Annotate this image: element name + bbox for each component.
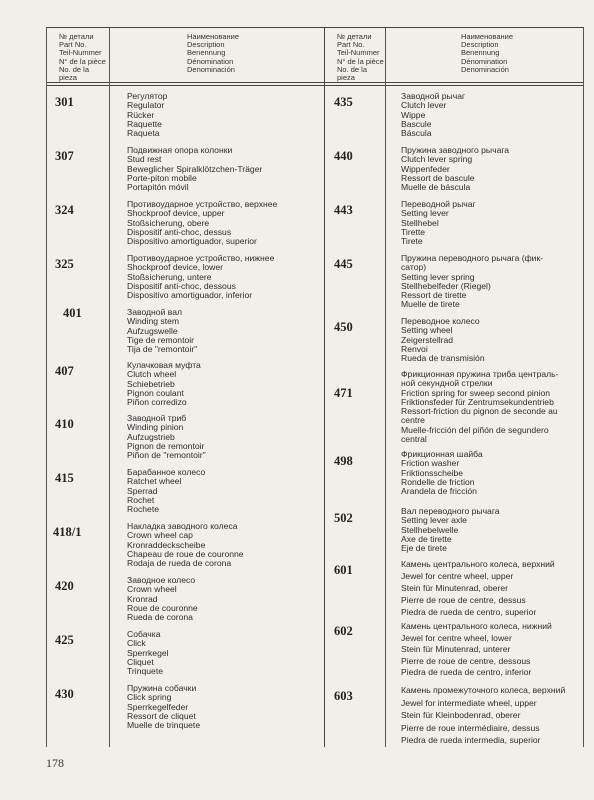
part-number: 450 xyxy=(334,320,353,334)
description-line: Crown wheel cap xyxy=(127,530,193,541)
description-line: Rochet xyxy=(127,494,155,505)
description-line: Crown wheel xyxy=(127,584,177,595)
description-line: Piedra de rueda de centro, superior xyxy=(401,607,537,617)
description-line: Chapeau de roue de couronne xyxy=(127,548,244,559)
header-line: Part No. xyxy=(59,40,87,50)
description-line: Friktionsfeder für Zentrumsekundentrieb xyxy=(401,396,554,407)
description-line: Arandela de fricción xyxy=(401,486,477,497)
description-line: Tija de "remontoir" xyxy=(127,344,198,355)
description-line: Eje de tirete xyxy=(401,543,447,554)
parts-table xyxy=(46,27,584,747)
header-line: № детали xyxy=(59,32,94,41)
description-line: Muelle de tirete xyxy=(401,299,460,310)
part-description xyxy=(401,254,543,310)
description-line: Piedra de rueda intermedia, superior xyxy=(401,735,541,745)
description-line: Tirete xyxy=(401,236,423,247)
description-line: Pierre de roue de centre, dessous xyxy=(401,655,531,666)
header-rule-double xyxy=(47,85,583,86)
description-line: Ressort de tirette xyxy=(401,290,467,301)
description-line: Beweglicher Spiralklötzchen-Träger xyxy=(127,163,263,174)
center-divider xyxy=(324,27,325,747)
header-line: N° de la pièce xyxy=(59,56,106,66)
description-line: Sperrad xyxy=(127,485,158,496)
part-description xyxy=(401,507,500,553)
header-line: № детали xyxy=(337,32,372,41)
description-line: Friction washer xyxy=(401,458,460,469)
description-line: Stoßsicherung, obere xyxy=(127,217,210,228)
part-number: 410 xyxy=(55,417,74,431)
description-line: Pignon de remontoir xyxy=(127,440,205,451)
description-line: Friktionsscheibe xyxy=(401,467,464,478)
header-line: Denominación xyxy=(187,64,235,74)
description-line: Камень центрального колеса, верхний xyxy=(401,559,555,569)
part-number: 324 xyxy=(55,203,74,217)
description-line: Wippenfeder xyxy=(401,163,450,174)
part-description xyxy=(401,558,555,618)
description-line: Собачка xyxy=(127,629,161,639)
description-line: Renvoi xyxy=(401,343,428,354)
part-number: 301 xyxy=(55,95,74,109)
header-line: Benennung xyxy=(187,48,226,58)
description-line: Противоударное устройство, верхнее xyxy=(127,199,278,209)
description-line: Stud rest xyxy=(127,154,162,165)
part-number: 430 xyxy=(55,687,74,701)
description-line: Portapitón móvil xyxy=(127,182,189,193)
description-line: Ressort de cliquet xyxy=(127,710,196,721)
header-line: No. de la xyxy=(337,64,368,74)
description-line: Tige de remontoir xyxy=(127,334,195,345)
description-line: Shockproof device, upper xyxy=(127,208,225,219)
description-line: Báscula xyxy=(401,128,432,139)
part-number: 440 xyxy=(334,149,353,163)
part-number: 601 xyxy=(334,563,353,577)
part-number: 602 xyxy=(334,624,353,638)
header-line: N° de la pièce xyxy=(337,56,384,66)
part-description xyxy=(127,468,205,514)
description-line: Raqueta xyxy=(127,128,160,139)
part-description xyxy=(127,576,198,622)
description-line: Dispositivo amortiguador, inferior xyxy=(127,290,253,301)
part-number: 401 xyxy=(63,306,82,320)
description-line: Muelle-fricción del piñón de segundero xyxy=(401,424,549,435)
description-line: Wippe xyxy=(401,109,426,120)
description-line: Stein für Kleinbodenrad, oberer xyxy=(401,710,521,720)
description-line: Axe de tirette xyxy=(401,533,452,544)
description-line: Setting lever spring xyxy=(401,271,475,282)
description-line: Clutch wheel xyxy=(127,369,177,380)
description-line: Заводной рычаг xyxy=(401,91,466,101)
part-description xyxy=(127,200,277,246)
description-line: Kronrad xyxy=(127,593,158,604)
header-description-left xyxy=(187,33,239,74)
description-line: Вал переводного рычага xyxy=(401,506,500,516)
description-line: Sperrkegelfeder xyxy=(127,701,189,712)
header-line: No. de la xyxy=(59,64,90,74)
description-line: Rueda de corona xyxy=(127,612,193,623)
part-description xyxy=(127,361,201,407)
header-line: pieza xyxy=(337,73,355,83)
part-description xyxy=(401,200,476,246)
description-line: Переводное колесо xyxy=(401,316,480,326)
part-description xyxy=(401,146,509,192)
header-line: pieza xyxy=(59,73,77,83)
description-line: Aufzugswelle xyxy=(127,325,178,336)
description-line: Ressort de bascule xyxy=(401,172,475,183)
part-number: 502 xyxy=(334,511,353,525)
description-line: ной секундной стрелки xyxy=(401,378,493,389)
description-line: Rueda de transmisión xyxy=(401,353,485,364)
part-number: 603 xyxy=(334,689,353,703)
description-line: Regulator xyxy=(127,100,165,111)
description-line: Setting lever xyxy=(401,208,449,219)
description-line: Камень центрального колеса, нижний xyxy=(401,621,552,631)
header-line: Description xyxy=(461,40,499,50)
description-line: Click spring xyxy=(127,692,172,703)
description-line: Zeigerstellrad xyxy=(401,334,454,345)
description-line: Накладка заводного колеса xyxy=(127,521,238,531)
description-line: Stein für Minutenrad, unterer xyxy=(401,644,511,654)
header-line: Denominación xyxy=(461,64,509,74)
description-line: Переводной рычаг xyxy=(401,199,476,209)
description-line: Clutch lever xyxy=(401,100,447,111)
description-line: Piñon corredizo xyxy=(127,397,187,408)
part-number: 407 xyxy=(55,364,74,378)
header-part-number-left xyxy=(59,33,106,82)
description-line: сатор) xyxy=(401,262,427,273)
header-line: Наименование xyxy=(187,32,239,41)
description-line: Stoßsicherung, untere xyxy=(127,271,212,282)
description-line: Jewel for intermediate wheel, upper xyxy=(401,697,537,708)
description-line: Фрикционная пружина триба централь- xyxy=(401,369,559,379)
description-line: Барабанное колесо xyxy=(127,467,206,477)
description-line: Friction spring for sweep second pinion xyxy=(401,387,551,398)
description-line: Stein für Minutenrad, oberer xyxy=(401,583,509,593)
description-line: Подвижная опора колонки xyxy=(127,145,233,155)
header-part-number-right xyxy=(337,33,384,82)
part-description xyxy=(401,317,485,363)
description-line: Заводной триб xyxy=(127,413,187,423)
header-line: Dénomination xyxy=(461,56,508,66)
part-number: 435 xyxy=(334,95,353,109)
part-number: 415 xyxy=(55,471,74,485)
description-line: Пружина заводного рычага xyxy=(401,145,510,155)
description-line: Rochete xyxy=(127,504,160,515)
header-line: Наименование xyxy=(461,32,513,41)
description-line: Ressort-friction du pignon de seconde au xyxy=(401,406,558,417)
description-line: Piedra de rueda de centro, inferior xyxy=(401,667,532,677)
part-description xyxy=(127,308,197,354)
header-description-right xyxy=(461,33,513,74)
description-line: Click xyxy=(127,638,146,649)
description-line: Пружина собачки xyxy=(127,683,197,693)
description-line: Противоударное устройство, нижнее xyxy=(127,253,275,263)
description-line: Jewel for centre wheel, upper xyxy=(401,571,514,581)
description-line: Trinquete xyxy=(127,666,163,677)
part-number: 443 xyxy=(334,203,353,217)
description-line: Kronraddeckscheibe xyxy=(127,539,206,550)
description-line: Stellhebelfeder (Riegel) xyxy=(401,280,491,291)
description-line: Rondelle de friction xyxy=(401,476,475,487)
header-rule xyxy=(47,82,583,83)
description-line: Stellhebelwelle xyxy=(401,524,459,535)
part-description xyxy=(401,621,552,679)
part-number: 307 xyxy=(55,149,74,163)
description-line: Winding stem xyxy=(127,316,180,327)
description-line: Roue de couronne xyxy=(127,602,198,613)
part-number: 425 xyxy=(55,633,74,647)
description-line: Пружина переводного рычага (фик- xyxy=(401,253,544,263)
description-line: Заводной вал xyxy=(127,307,183,317)
description-line: Rücker xyxy=(127,109,155,120)
description-line: Setting wheel xyxy=(401,325,453,336)
description-line: Pierre de roue de centre, dessus xyxy=(401,595,526,605)
part-description xyxy=(401,370,559,444)
description-line: Piñon de "remontoir" xyxy=(127,450,206,461)
header-line: Part No. xyxy=(337,40,365,50)
description-line: Dispositif anti-choc, dessus xyxy=(127,226,232,237)
header-line: Teil-Nummer xyxy=(337,48,380,58)
part-description xyxy=(127,414,206,460)
description-line: Shockproof device, lower xyxy=(127,262,224,273)
description-line: Stellhebel xyxy=(401,217,439,228)
part-description xyxy=(127,254,274,300)
description-line: Dispositivo amortiguador, superior xyxy=(127,236,257,247)
part-description xyxy=(401,92,465,138)
part-description xyxy=(127,92,167,138)
description-line: Кулачковая муфта xyxy=(127,360,201,370)
column-divider xyxy=(109,27,110,747)
description-line: Sperrkegel xyxy=(127,647,169,658)
description-line: Rodaja de rueda de corona xyxy=(127,558,232,569)
part-number: 445 xyxy=(334,257,353,271)
description-line: Bascule xyxy=(401,118,432,129)
header-line: Benennung xyxy=(461,48,500,58)
description-line: Pierre de roue intermédiaire, dessus xyxy=(401,722,540,733)
part-number: 471 xyxy=(334,386,353,400)
part-description xyxy=(401,450,483,496)
part-description xyxy=(127,522,244,568)
description-line: Dispositif anti-choc, dessous xyxy=(127,280,236,291)
part-description xyxy=(127,630,169,676)
part-number: 498 xyxy=(334,454,353,468)
table-top-rule xyxy=(47,27,583,28)
part-number: 325 xyxy=(55,257,74,271)
description-line: Raquette xyxy=(127,118,162,129)
part-number: 420 xyxy=(55,579,74,593)
description-line: Регулятор xyxy=(127,91,168,101)
header-line: Dénomination xyxy=(187,56,234,66)
description-line: Cliquet xyxy=(127,656,154,667)
description-line: Clutch lever spring xyxy=(401,154,473,165)
part-number: 418/1 xyxy=(53,525,82,539)
part-description xyxy=(401,684,565,747)
description-line: Schiebetrieb xyxy=(127,378,175,389)
description-line: Muelle de trinquete xyxy=(127,720,201,731)
description-line: Камень промежуточного колеса, верхний xyxy=(401,685,566,695)
description-line: Winding pinion xyxy=(127,422,184,433)
description-line: Tirette xyxy=(401,226,426,237)
header-line: Description xyxy=(187,40,225,50)
part-description xyxy=(127,684,200,730)
description-line: Porte-piton mobile xyxy=(127,172,197,183)
column-divider xyxy=(385,27,386,747)
description-line: Заводное колесо xyxy=(127,575,196,585)
description-line: Ratchet wheel xyxy=(127,476,182,487)
description-line: Фрикционная шайба xyxy=(401,449,483,459)
page-number: 178 xyxy=(46,756,64,770)
part-description xyxy=(127,146,262,192)
description-line: centre xyxy=(401,415,425,426)
description-line: Muelle de báscula xyxy=(401,182,471,193)
description-line: Jewel for centre wheel, lower xyxy=(401,632,512,643)
description-line: Aufzugstrieb xyxy=(127,431,175,442)
description-line: Setting lever axle xyxy=(401,515,467,526)
header-line: Teil-Nummer xyxy=(59,48,102,58)
description-line: Pignon coulant xyxy=(127,387,184,398)
description-line: central xyxy=(401,434,427,445)
